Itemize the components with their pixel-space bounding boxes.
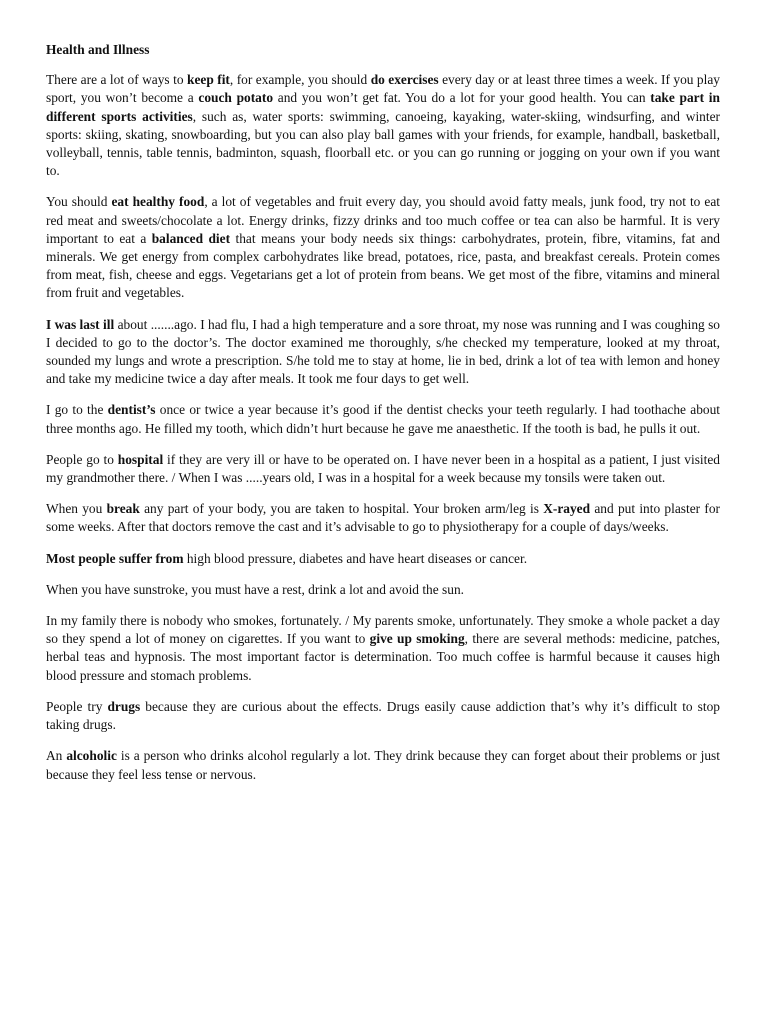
- text-run: , such as, water sports: swimming, canoeing, kayaking, water-skiing, windsurfing, and winter sports: skiing, skating, snowboarding, but you can also play ball games with your friends, for example, handball, basketball, volleyball, tennis, table tennis, badminton, squash, floorball etc. or you can go running or jogging on your own if you want to.: [46, 108, 720, 179]
- bold-phrase: dentist’s: [107, 402, 156, 418]
- bold-phrase: keep fit: [187, 72, 230, 88]
- paragraph: [46, 500, 720, 536]
- text-run: every day or at least three times a week. If you play sport, you won’t become a: [46, 72, 720, 106]
- paragraph: [46, 747, 720, 783]
- bold-phrase: X-rayed: [543, 501, 591, 517]
- text-run: and put into plaster for some weeks. After that doctors remove the cast and it’s advisable to go to physiotherapy for a couple of days/weeks.: [46, 501, 720, 535]
- document-body: [46, 71, 720, 784]
- bold-phrase: I was last ill: [46, 316, 115, 332]
- bold-phrase: alcoholic: [66, 748, 117, 764]
- text-run: high blood pressure, diabetes and have heart diseases or cancer.: [183, 550, 528, 566]
- bold-phrase: give up smoking: [369, 631, 465, 647]
- paragraph: [46, 581, 720, 599]
- text-run: is a person who drinks alcohol regularly a lot. They drink because they can forget about their problems or just because they feel less tense or nervous.: [46, 748, 720, 782]
- text-run: once or twice a year because it’s good if the dentist checks your teeth regularly. I had toothache about three months ago. He filled my tooth, which didn’t hurt because he gave me anaesthetic. If the tooth is bad, he pulls it out.: [46, 402, 720, 436]
- bold-phrase: hospital: [117, 451, 164, 467]
- paragraph: [46, 71, 720, 180]
- bold-phrase: break: [106, 501, 140, 517]
- text-run: In my family there is nobody who smokes, fortunately. / My parents smoke, unfortunately. They smoke a whole packet a day so they spend a lot of money on cigarettes. If you want to: [46, 613, 720, 647]
- paragraph: [46, 698, 720, 734]
- document-title: Health and Illness: [46, 42, 150, 57]
- bold-phrase: eat healthy food: [111, 194, 205, 210]
- text-run: People go to: [46, 451, 118, 467]
- paragraph: [46, 612, 720, 685]
- text-run: There are a lot of ways to: [46, 72, 187, 88]
- text-run: if they are very ill or have to be operated on. I have never been in a hospital as a patient, I just visited my grandmother there. / When I was .....years old, I was in a hospital for a week because my tonsils were taken out.: [46, 451, 721, 486]
- bold-phrase: drugs: [107, 698, 141, 714]
- text-run: any part of your body, you are taken to hospital. Your broken arm/leg is: [139, 501, 544, 517]
- bold-phrase: balanced diet: [151, 230, 231, 246]
- document-page: [46, 41, 720, 797]
- paragraph: [46, 401, 720, 437]
- text-run: When you: [46, 501, 107, 517]
- paragraph: [46, 193, 720, 302]
- paragraph: [46, 550, 720, 568]
- paragraph: [46, 451, 720, 487]
- bold-phrase: do exercises: [370, 72, 439, 88]
- text-run: You should: [46, 194, 112, 210]
- paragraph: [46, 316, 720, 389]
- text-run: that means your body needs six things: carbohydrates, protein, fibre, vitamins, fat and minerals. We get energy from complex carbohydrates like bread, potatoes, rice, pasta, and breakfast cereals. Protein comes from meat, fish, cheese and eggs. Vegetarians get a lot of protein from beans. We get most of the fibre, vitamins and mineral from fruit and vegetables.: [46, 230, 720, 301]
- text-run: about .......ago. I had flu, I had a high temperature and a sore throat, my nose was running and I was coughing so I decided to go to the doctor’s. The doctor examined me thoroughly, s/he checked my temperature, looked at my throat, sounded my lungs and wrote a prescription. S/he told me to stay at home, lie in bed, drink a lot of tea with lemon and honey and take my medicine twice a day after meals. It took me four days to get well.: [46, 316, 720, 387]
- bold-phrase: take part in different sports activities: [46, 90, 720, 124]
- text-run: , for example, you should: [229, 72, 371, 88]
- text-run: I go to the: [46, 402, 108, 418]
- text-run: because they are curious about the effects. Drugs easily cause addiction that’s why it’s difficult to stop taking drugs.: [46, 698, 720, 733]
- text-run: and you won’t get fat. You do a lot for your good health. You can: [273, 90, 651, 106]
- bold-phrase: Most people suffer from: [46, 550, 184, 566]
- text-run: , there are several methods: medicine, patches, herbal teas and hypnosis. The most important factor is determination. Too much coffee is harmful because it causes high blood pressure and stomach problems.: [46, 631, 721, 683]
- bold-phrase: couch potato: [198, 90, 274, 106]
- text-run: People try: [46, 698, 108, 714]
- text-run: An: [46, 748, 67, 764]
- text-run: When you have sunstroke, you must have a rest, drink a lot and avoid the sun.: [46, 581, 464, 597]
- text-run: , a lot of vegetables and fruit every day, you should avoid fatty meals, junk food, try not to eat red meat and sweets/chocolate a lot. Energy drinks, fizzy drinks and too much coffee or tea can also be harmful. It is very important to eat a: [46, 194, 720, 246]
